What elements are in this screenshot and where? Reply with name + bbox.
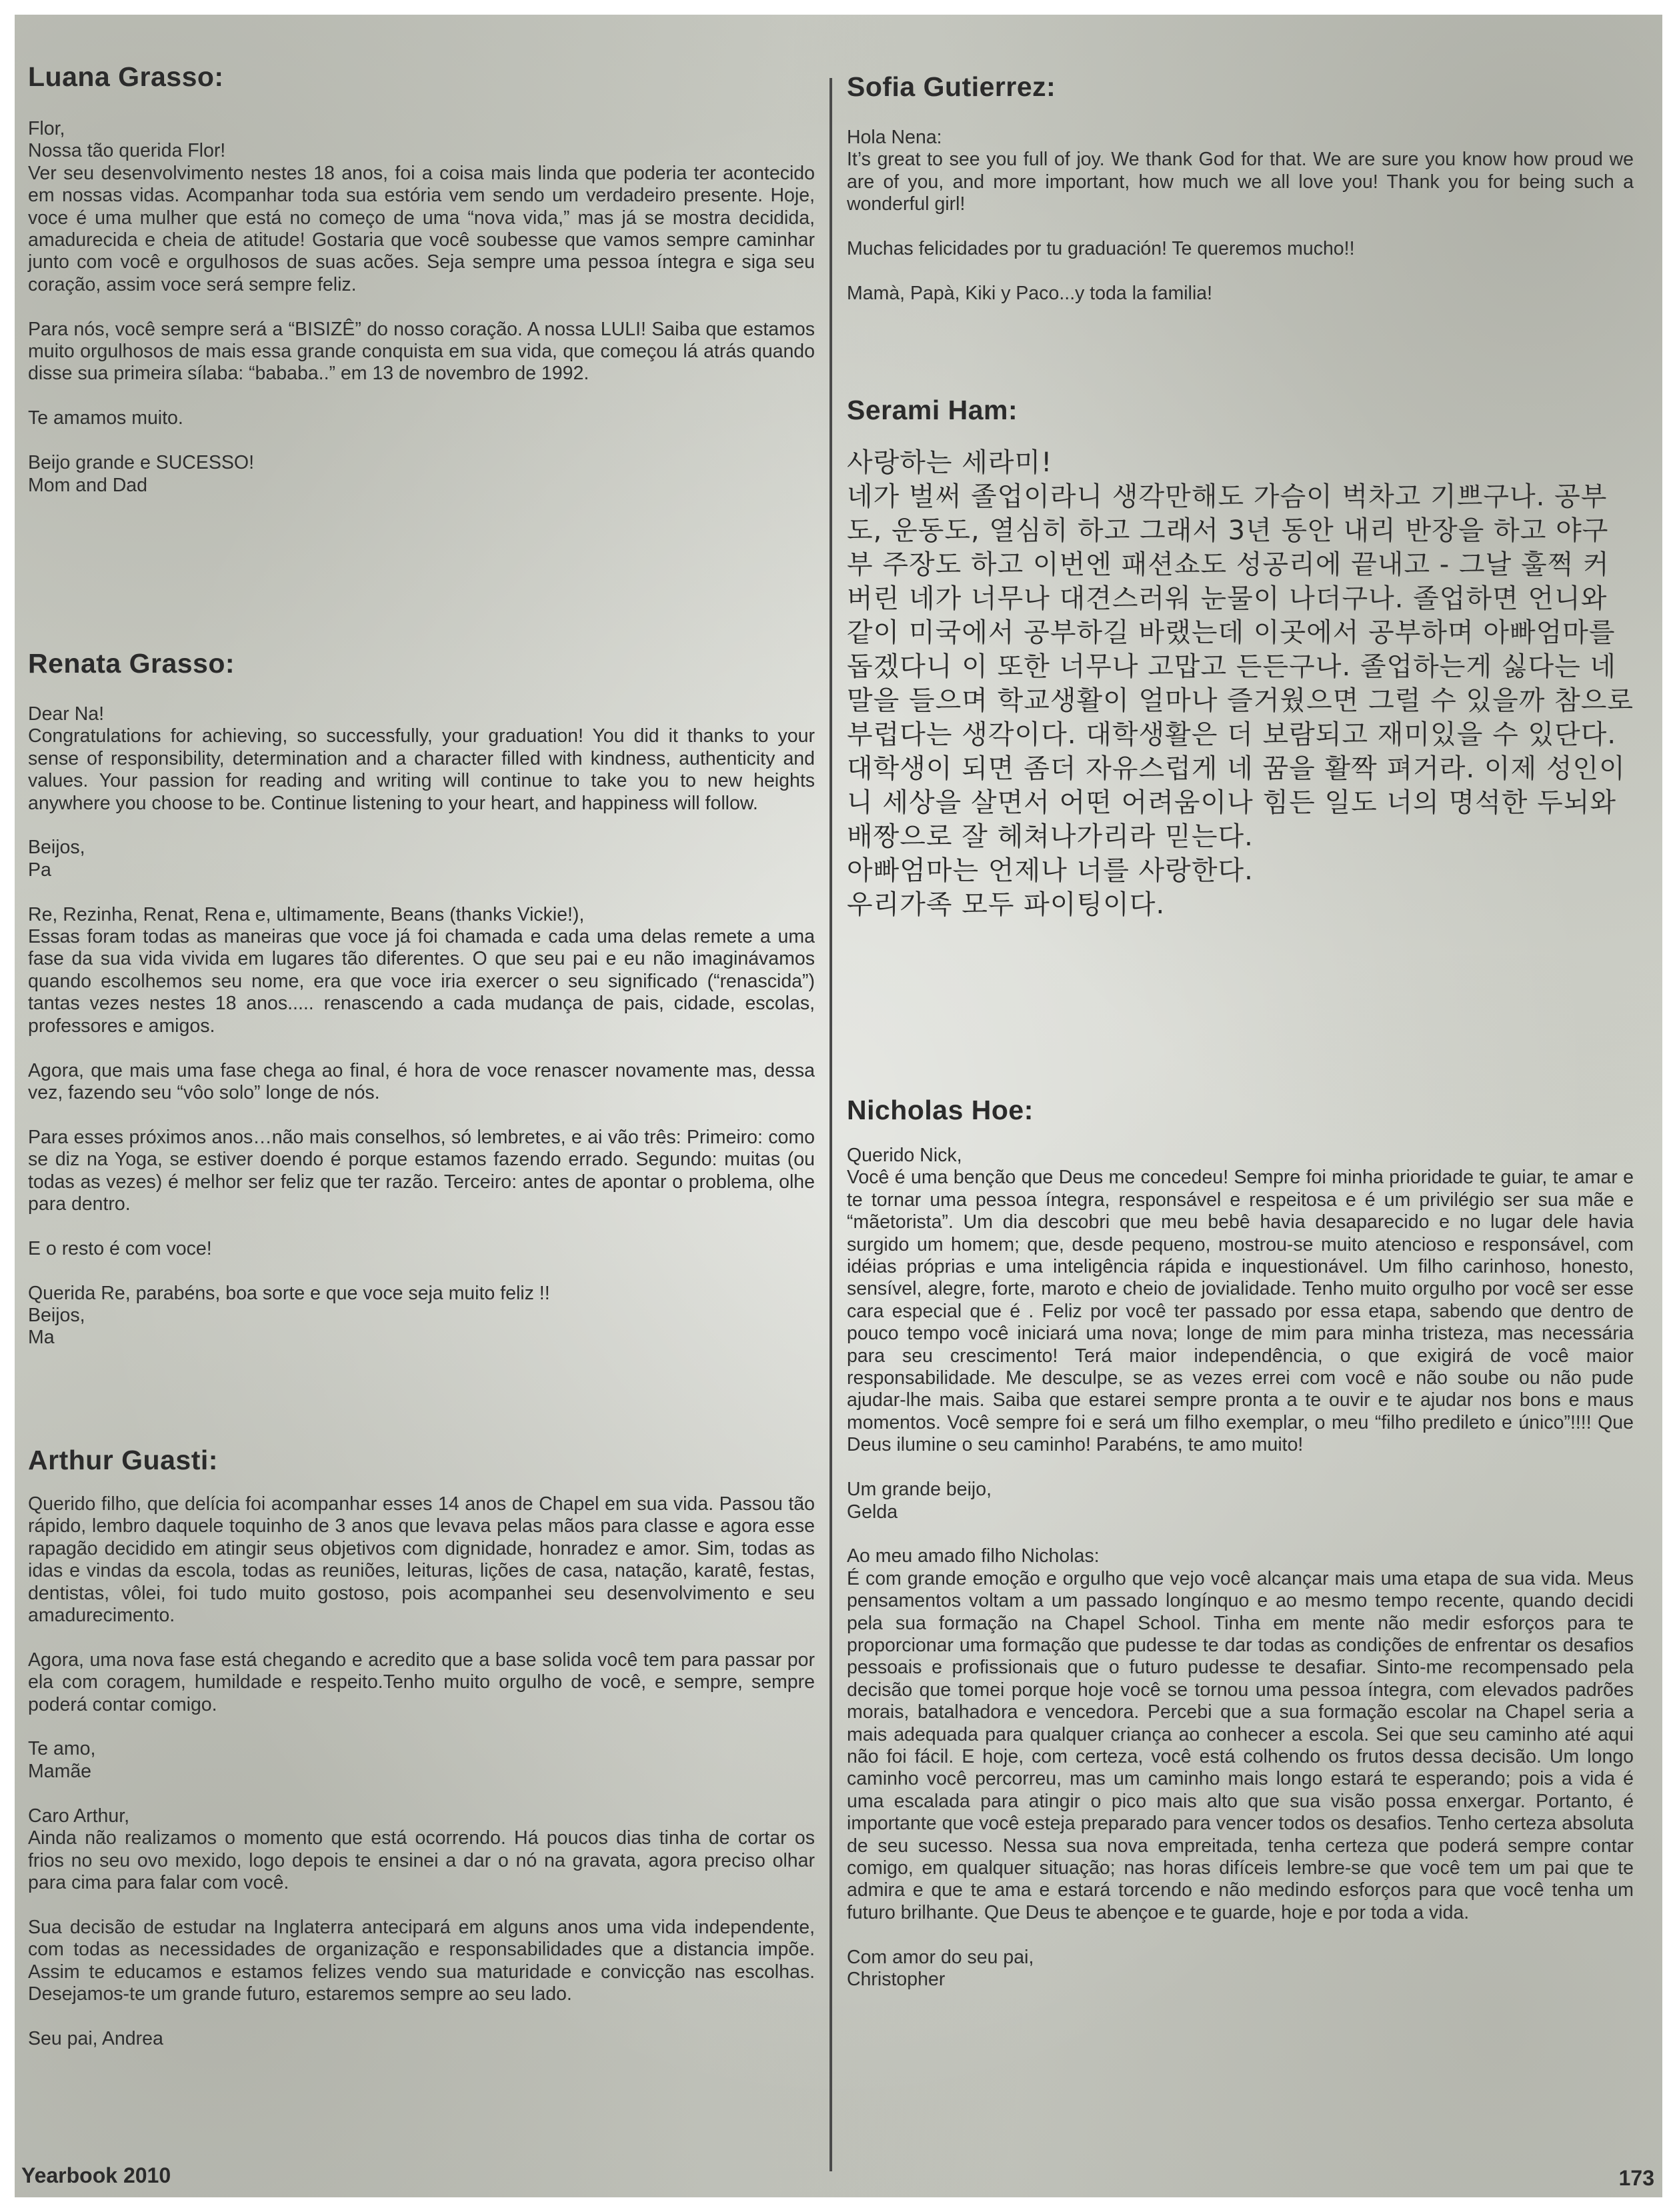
heading-luana-grasso: Luana Grasso: bbox=[28, 61, 224, 92]
right-column bbox=[847, 71, 1634, 1991]
heading-arthur-guasti: Arthur Guasti: bbox=[28, 1445, 218, 1475]
message-body-arthur: Querido filho, que delícia foi acompanhar esses 14 anos de Chapel em sua vida. Passou tão rápido, lembro daquele toquinho de 3 anos que levava pelas mãos para classe e agora esse rapagão decidido em atingir seus objetivos com dignidade, honradez e amor. Sim, todas as idas e vindas da escola, todas as reuniões, leituras, lições de casa, natação, karatê, festas, dentistas, vôlei, foi tudo muito gostoso, pois acompanhei seu desenvolvimento e seu amadurecimento. Agora, uma nova fase está chegando e acredito que a base solida você tem para passar por ela com coragem, humildade e respeito.Tenho muito orgulho de você, e sempre, sempre poderá contar comigo. Te amo, Mamãe Caro Arthur, Ainda não realizamos o momento que está ocorrendo. Há poucos dias tinha de cortar os frios no seu ovo mexido, logo depois te ensinei a dar o nó na gravata, agora preciso olhar para cima para falar com você. Sua decisão de estudar na Inglaterra antecipará em alguns anos uma vida independente, com todas as necessidades de organização e responsabilidades que a distancia impõe. Assim te educamos e estamos felizes vendo sua maturidade e convicção nas escolhas. Desejamos-te um grande futuro, estaremos sempre ao seu lado. Seu pai, Andrea bbox=[28, 1493, 815, 2049]
message-body-renata: Dear Na! Congratulations for achieving, so successfully, your graduation! You did it thanks to your sense of responsibility, determination and a character filled with kindness, authenticity and values. Your passion for reading and writing will continue to take you to new heights anywhere you choose to be. Continue listening to your heart, and happiness will follow. Beijos, Pa Re, Rezinha, Renat, Rena e, ultimamente, Beans (thanks Vickie!), Essas foram todas as maneiras que voce já foi chamada e cada uma delas remete a uma fase da sua vida vivida em lugares tão diferentes. O que seu pai e eu não imaginávamos quando escolhemos seu nome, era que voce iria exercer o seu significado (“renascida”) tantas vezes nestes 18 anos..... renascendo a cada mudança de pais, cidade, escolas, professores e amigos. Agora, que mais uma fase chega ao final, é hora de voce renascer novamente mas, dessa vez, fazendo seu “vôo solo” longe de nós. Para esses próximos anos…não mais conselhos, só lembretes, e ai vão três: Primeiro: como se diz na Yoga, se estiver doendo é porque estamos fazendo errado. Segundo: muitas (ou todas as vezes) é melhor ser feliz que ter razão. Terceiro: antes de apontar o problema, olhe para dentro. E o resto é com voce! Querida Re, parabéns, boa sorte e que voce seja muito feliz !! Beijos, Ma bbox=[28, 703, 815, 1349]
message-body-serami: 사랑하는 세라미! 네가 벌써 졸업이라니 생각만해도 가슴이 벅차고 기쁘구나. 공부도, 운동도, 열심히 하고 그래서 3년 동안 내리 반장을 하고 야구부 주장도 하고 이번엔 패션쇼도 성공리에 끝내고 - 그날 훌쩍 커버린 네가 너무나 대견스러워 눈물이 나더구나. 졸업하면 언니와 같이 미국에서 공부하길 바랬는데 이곳에서 공부하며 아빠엄마를 돕겠다니 이 또한 너무나 고맙고 든든구나. 졸업하는게 싫다는 네말을 들으며 학교생활이 얼마나 즐거웠으면 그럴 수 있을까 참으로 부럽다는 생각이다. 대학생활은 더 보람되고 재미있을 수 있단다. 대학생이 되면 좀더 자유스럽게 네 꿈을 활짝 펴거라. 이제 성인이니 세상을 살면서 어떤 어려움이나 힘든 일도 너의 명석한 두뇌와 배짱으로 잘 헤쳐나가리라 믿는다. 아빠엄마는 언제나 너를 사랑한다. 우리가족 모두 파이팅이다. bbox=[847, 447, 1634, 920]
message-body-luana: Flor, Nossa tão querida Flor! Ver seu desenvolvimento nestes 18 anos, foi a coisa mais linda que poderia ter acontecido em nossas vidas. Acompanhar toda sua estória vem sendo um verdadeiro presente. Hoje, voce é uma mulher que está no começo de uma “nova vida,” mas já se mostra decidida, amadurecida e cheia de atitude! Gostaria que você soubesse que vamos sempre caminhar junto com você e orgulhosos de suas acões. Seja sempre uma pessoa íntegra e siga seu coração, assim voce será sempre feliz. Para nós, você sempre será a “BISIZÊ” do nosso coração. A nossa LULI! Saiba que estamos muito orgulhosos de mais essa grande conquista em sua vida, que começou lá atrás quando disse sua primeira sílaba: “bababa..” em 13 de novembro de 1992. Te amamos muito. Beijo grande e SUCESSO! Mom and Dad bbox=[28, 118, 815, 496]
column-divider bbox=[829, 78, 832, 2171]
heading-sofia-gutierrez: Sofia Gutierrez: bbox=[847, 71, 1056, 102]
message-arthur-guasti bbox=[28, 1445, 815, 2050]
page-number: 173 bbox=[1618, 2166, 1654, 2190]
message-nicholas-hoe bbox=[847, 1095, 1634, 1991]
message-body-sofia: Hola Nena: It’s great to see you full of joy. We thank God for that. We are sure you know how proud we are of you, and more important, how much we all love you! Thank you for being such a wonderful girl! Muchas felicidades por tu graduación! Te queremos mucho!! Mamà, Papà, Kiki y Paco...y toda la familia! bbox=[847, 127, 1634, 304]
message-body-nicholas: Querido Nick, Você é uma benção que Deus me concedeu! Sempre foi minha prioridade te guiar, te amar e te tornar uma pessoa íntegra, responsável e respeitosa e é um privilégio ser sua mãe e “mãetorista”. Um dia descobri que meu bebê havia desaparecido e no lugar dele havia surgido um homem; que, desde pequeno, mostrou-se muito atencioso e responsável, com idéias próprias e uma inteligência rápida e inquestionável. Um filho carinhoso, honesto, sensível, alegre, forte, maroto e cheio de jovialidade. Tenho muito orgulho por você ser esse cara especial que é . Feliz por você ter passado por essa etapa, sabendo que dentro de pouco tempo você iniciará uma nova; longe de mim para minha tristeza, mas necessária para seu crescimento! Terá maior independência, o que exigirá de você maior responsabilidade. Me desculpe, se as vezes errei com você e não soube ou não pude ajudar-lhe mais. Saiba que estarei sempre pronta a te ouvir e te ajudar nos bons e maus momentos. Você sempre foi e será um filho exemplar, o meu “filho predileto e único”!!!! Que Deus ilumine o seu caminho! Parabéns, te amo muito! Um grande beijo, Gelda Ao meu amado filho Nicholas: É com grande emoção e orgulho que vejo você alcançar mais uma etapa de sua vida. Meus pensamentos voltam a um passado longínquo e ao mesmo tempo recente, quando decidi pela sua formação na Chapel School. Tinha em mente não medir esforços para te proporcionar uma formação que pudesse te dar todas as condições de enfrentar os desafios pessoais e profissionais que o futuro pudesse te desafiar. Sinto-me recompensado pela decisão que tomei porque hoje você se tornou uma pessoa íntegra, com elevados padrões morais, batalhadora e vencedora. Percebi que a sua formação escolar na Chapel seria a mais adequada para qualquer criança ao conhecer a escola. Sei que seu caminho até aqui não foi fácil. E hoje, com certeza, você está colhendo os frutos dessa decisão. Um longo caminho você percorreu, mas um caminho mais longo estará te esperando; pois a vida é uma escalada para atingir o pico mais alto que sua visão possa enxergar. Portanto, é importante que você esteja preparado para vencer todos os desafios. Tenho certeza absoluta de seu sucesso. Nessa sua nova empreitada, tenha certeza que poderá sempre contar comigo, em qualquer situação; nas horas difíceis lembre-se que você tem um pai que te admira e que te ama e estará torcendo e não medindo esforços para que você tenha um futuro brilhante. Que Deus te abençoe e te guarde, hoje e por toda a vida. Com amor do seu pai, Christopher bbox=[847, 1145, 1634, 1991]
left-column bbox=[28, 61, 815, 2050]
yearbook-page bbox=[15, 15, 1662, 2197]
message-luana-grasso bbox=[28, 61, 815, 648]
yearbook-footer-title: Yearbook 2010 bbox=[21, 2163, 171, 2187]
heading-serami-ham: Serami Ham: bbox=[847, 395, 1018, 425]
message-sofia-gutierrez bbox=[847, 71, 1634, 395]
message-renata-grasso bbox=[28, 648, 815, 1445]
message-serami-ham bbox=[847, 395, 1634, 1095]
heading-renata-grasso: Renata Grasso: bbox=[28, 648, 235, 679]
heading-nicholas-hoe: Nicholas Hoe: bbox=[847, 1095, 1034, 1125]
